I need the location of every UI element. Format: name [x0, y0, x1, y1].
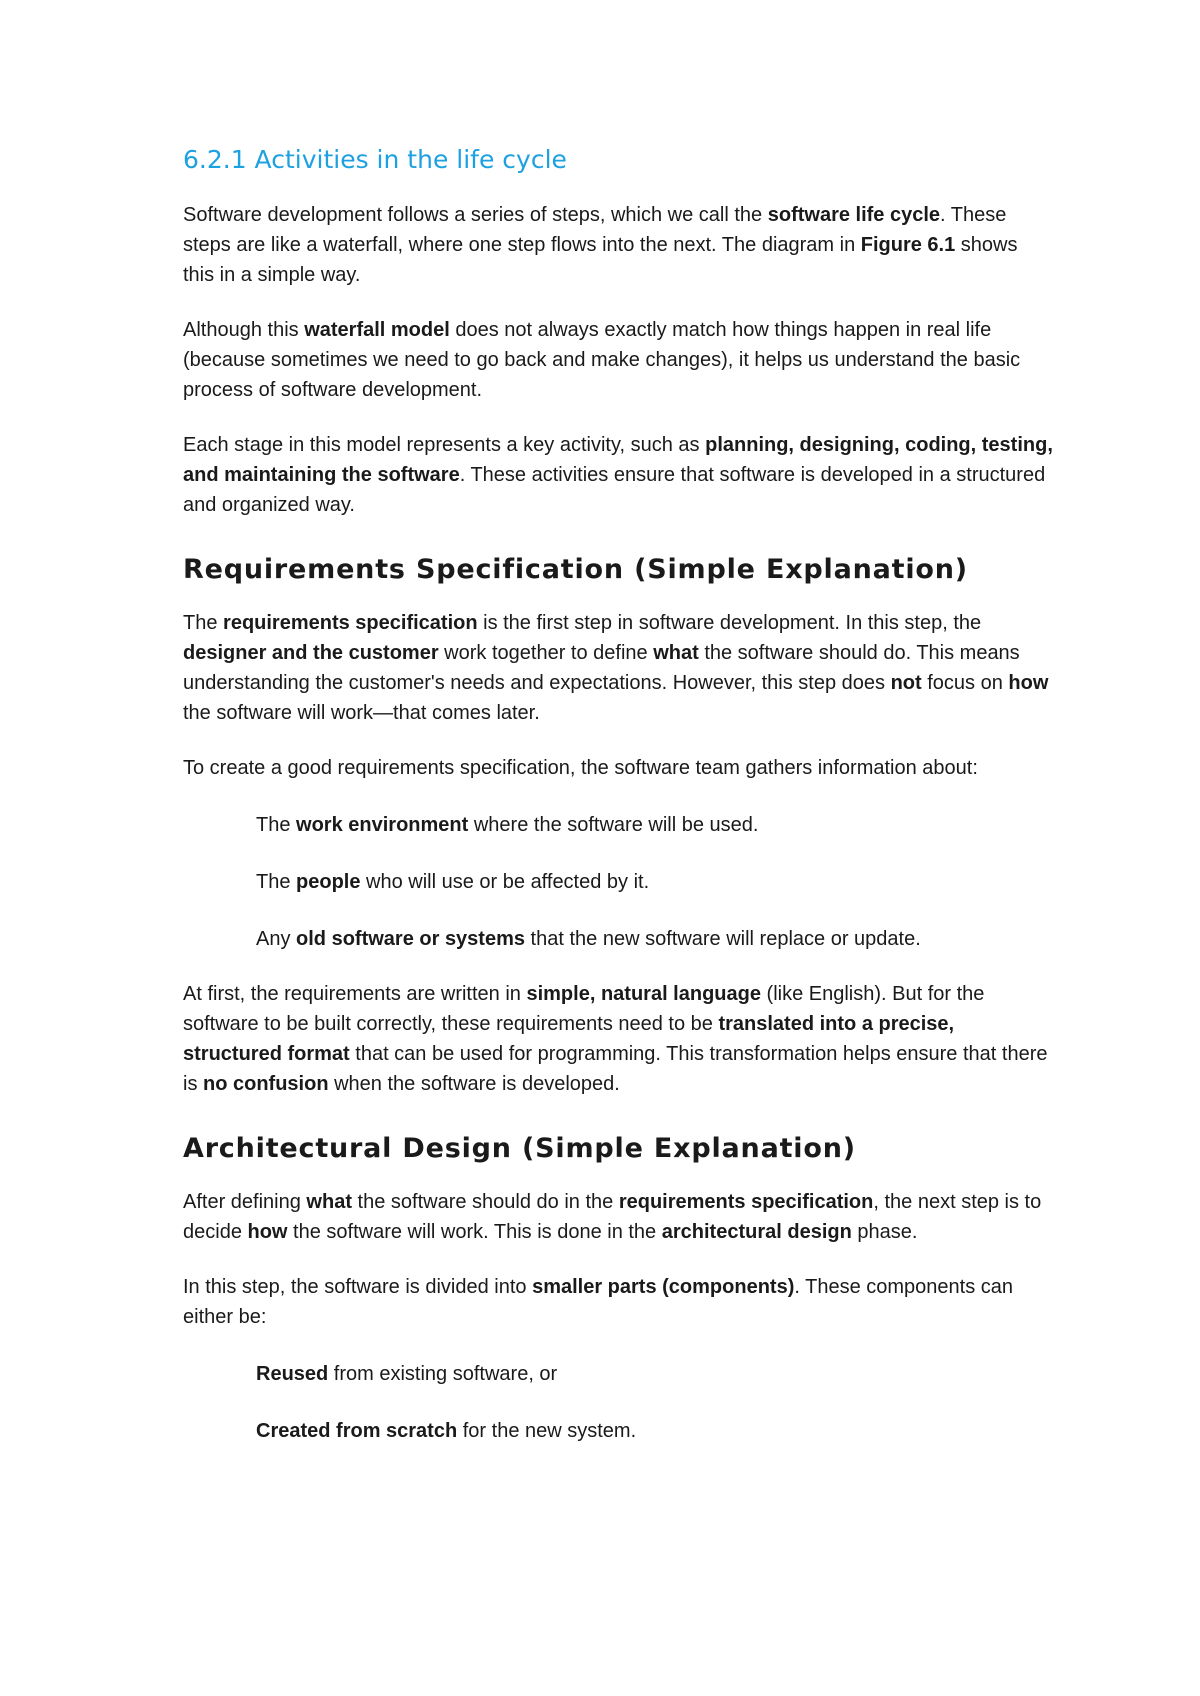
- bold-term: requirements specification: [618, 1191, 874, 1213]
- architecture-item-created: Created from scratch for the new system.: [256, 1420, 637, 1442]
- architecture-paragraph-1: After defining what the software should do in the requirements specification, the next step is to decide how the software will work. This is done in the architectural design phase.: [183, 1191, 1042, 1243]
- intro-paragraph-2: Although this waterfall model does not always exactly match how things happen in real life (because sometimes we need to go back and make changes), it helps us understand the basic process of software development.: [183, 319, 1021, 401]
- architecture-paragraph-2: In this step, the software is divided into smaller parts (components). These components can either be:: [183, 1276, 1014, 1328]
- bold-term: what: [306, 1191, 352, 1213]
- document-body: [183, 140, 1053, 1473]
- requirements-item-work-environment: The work environment where the software will be used.: [256, 814, 759, 836]
- bold-term: people: [296, 871, 361, 893]
- bold-term: not: [890, 672, 922, 694]
- bold-term: old software or systems: [296, 928, 525, 950]
- bold-term: Created from scratch: [256, 1420, 458, 1442]
- bold-term: waterfall model: [304, 319, 450, 341]
- requirements-paragraph-2: To create a good requirements specification, the software team gathers information about:: [183, 757, 978, 779]
- bold-term: planning, designing, coding, testing, and maintaining the software: [183, 434, 1053, 486]
- bold-term: translated into a precise, structured format: [183, 1013, 955, 1065]
- requirements-paragraph-1: The requirements specification is the first step in software development. In this step, the designer and the customer work together to define what the software should do. This means understanding the customer's needs and expectations. However, this step does not focus on how the software will work—that comes later.: [183, 612, 1049, 724]
- requirements-heading: Requirements Specification (Simple Explanation): [183, 554, 968, 585]
- intro-paragraph-1: Software development follows a series of steps, which we call the software life cycle. These steps are like a waterfall, where one step flows into the next. The diagram in Figure 6.1 shows this in a simple way.: [183, 204, 1018, 286]
- bold-term: smaller parts (components): [532, 1276, 795, 1298]
- bold-term: what: [653, 642, 699, 664]
- bold-term: simple, natural language: [526, 983, 761, 1005]
- bold-term: work environment: [296, 814, 469, 836]
- requirements-item-old-software: Any old software or systems that the new software will replace or update.: [256, 928, 921, 950]
- bold-term: designer and the customer: [183, 642, 439, 664]
- architecture-item-reused: Reused from existing software, or: [256, 1363, 558, 1385]
- bold-term: how: [1008, 672, 1049, 694]
- bold-term: Reused: [256, 1363, 329, 1385]
- bold-term: requirements specification: [223, 612, 478, 634]
- intro-paragraph-3: Each stage in this model represents a key activity, such as planning, designing, coding, testing, and maintaining the software. These activities ensure that software is developed in a structured and organized way.: [183, 434, 1053, 516]
- section-title: 6.2.1 Activities in the life cycle: [183, 145, 567, 174]
- bold-term: software life cycle: [767, 204, 941, 226]
- architecture-heading: Architectural Design (Simple Explanation): [183, 1133, 856, 1164]
- bold-term: architectural design: [661, 1221, 852, 1243]
- requirements-item-people: The people who will use or be affected by it.: [256, 871, 650, 893]
- bold-term: Figure 6.1: [860, 234, 956, 256]
- bold-term: how: [247, 1221, 288, 1243]
- bold-term: no confusion: [203, 1073, 329, 1095]
- requirements-paragraph-3: At first, the requirements are written in simple, natural language (like English). But for the software to be built correctly, these requirements need to be translated into a precise, structured format that can be used for programming. This transformation helps ensure that there is no confusion when the software is developed.: [183, 983, 1048, 1095]
